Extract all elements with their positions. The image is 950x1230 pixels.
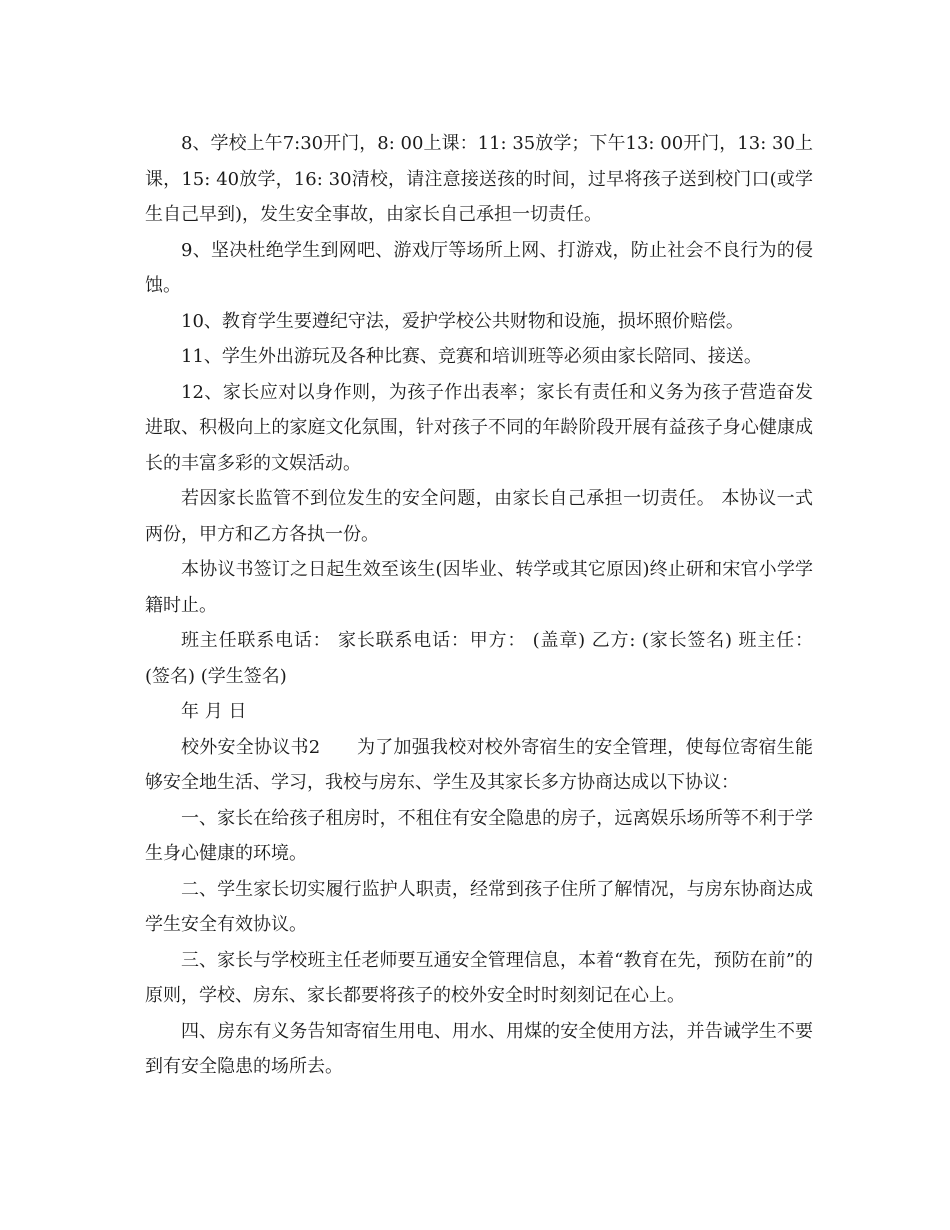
paragraph-discipline: 10、教育学生要遵纪守法，爱护学校公共财物和设施，损坏照价赔偿。 [181, 310, 744, 332]
paragraph-item-1: 一、家长在给孩子租房时，不租住有安全隐患的房子，远离娱乐场所等不利于学生身心健康的环境。 [145, 807, 813, 864]
paragraph-school-hours: 8、学校上午7:30开门，8: 00上课：11: 35放学；下午13: 00开门，13: 30上课，15: 40放学，16: 30清校，请注意接送孩的时间，过早将孩子送到校门口(或学生自己早到)，发生安全事故，由家长自己承担一切责任。 [145, 133, 813, 225]
document-body [145, 126, 813, 1085]
paragraph-signatures: 班主任联系电话： 家长联系电话：甲方： (盖章) 乙方: (家长签名) 班主任： (签名) (学生签名) [145, 630, 813, 687]
paragraph-parent-role-model: 12、家长应对以身作则，为孩子作出表率；家长有责任和义务为孩子营造奋发进取、积极向上的家庭文化氛围，针对孩子不同的年龄阶段开展有益孩子身心健康成长的丰富多彩的文娱活动。 [145, 381, 813, 474]
paragraph-agreement-2-intro: 校外安全协议书2 为了加强我校对校外寄宿生的安全管理，使每位寄宿生能够安全地生活、学习，我校与房东、学生及其家长多方协商达成以下协议： [145, 736, 813, 793]
paragraph-date: 年 月 日 [181, 701, 247, 722]
paragraph-outings: 11、学生外出游玩及各种比赛、竞赛和培训班等必须由家长陪同、接送。 [181, 346, 762, 367]
paragraph-liability: 若因家长监管不到位发生的安全问题，由家长自己承担一切责任。 本协议一式两份，甲方和乙方各执一份。 [145, 488, 813, 545]
paragraph-item-3: 三、家长与学校班主任老师要互通安全管理信息，本着“教育在先，预防在前”的原则，学校、房东、家长都要将孩子的校外安全时时刻刻记在心上。 [145, 949, 813, 1006]
paragraph-effective-date: 本协议书签订之日起生效至该生(因毕业、转学或其它原因)终止研和宋官小学学籍时止。 [145, 559, 813, 616]
paragraph-internet-cafe: 9、坚决杜绝学生到网吧、游戏厅等场所上网、打游戏，防止社会不良行为的侵蚀。 [145, 239, 813, 296]
paragraph-item-2: 二、学生家长切实履行监护人职责，经常到孩子住所了解情况，与房东协商达成学生安全有效协议。 [145, 878, 813, 935]
paragraph-item-4: 四、房东有义务告知寄宿生用电、用水、用煤的安全使用方法，并告诫学生不要到有安全隐患的场所去。 [145, 1020, 813, 1077]
